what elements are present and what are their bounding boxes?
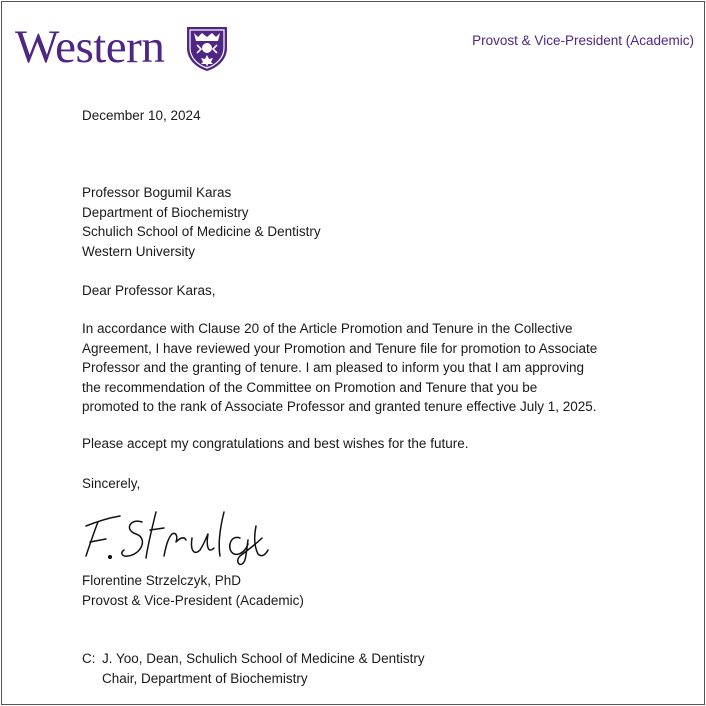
cc-line: J. Yoo, Dean, Schulich School of Medicine & Dentistry <box>102 651 425 666</box>
signer-block <box>82 571 304 610</box>
cc-recipients <box>102 649 425 688</box>
recipient-line: Schulich School of Medicine & Dentistry <box>82 224 321 239</box>
office-title: Provost & Vice-President (Academic) <box>472 33 694 48</box>
letter-page <box>1 1 705 705</box>
letter-date: December 10, 2024 <box>82 108 201 123</box>
body-line: In accordance with Clause 20 of the Article Promotion and Tenure in the Collective <box>82 321 573 336</box>
body-line: Agreement, I have reviewed your Promotion and Tenure file for promotion to Associate <box>82 340 598 356</box>
university-logo-wordmark: Western <box>15 21 165 73</box>
salutation: Dear Professor Karas, <box>82 283 216 298</box>
cc-label: C: <box>82 651 96 666</box>
signer-name: Florentine Strzelczyk, PhD <box>82 573 242 588</box>
recipient-line: Professor Bogumil Karas <box>82 185 232 200</box>
closing-paragraph: Please accept my congratulations and best wishes for the future. <box>82 436 469 451</box>
body-line: promoted to the rank of Associate Professor and granted tenure effective July 1, 2025. <box>82 399 597 414</box>
signer-title: Provost & Vice-President (Academic) <box>82 592 304 608</box>
signoff: Sincerely, <box>82 476 141 491</box>
body-line: the recommendation of the Committee on Promotion and Tenure that you be <box>82 379 538 395</box>
body-paragraph <box>82 319 597 417</box>
recipient-address <box>82 183 321 261</box>
body-line: Professor and the granting of tenure. I am pleased to inform you that I am approving <box>82 360 585 375</box>
handwritten-signature <box>80 504 270 566</box>
cc-line: Chair, Department of Biochemistry <box>102 670 308 686</box>
recipient-line: Department of Biochemistry <box>82 204 249 220</box>
recipient-line: Western University <box>82 243 196 259</box>
shield-crest-icon <box>185 24 229 72</box>
